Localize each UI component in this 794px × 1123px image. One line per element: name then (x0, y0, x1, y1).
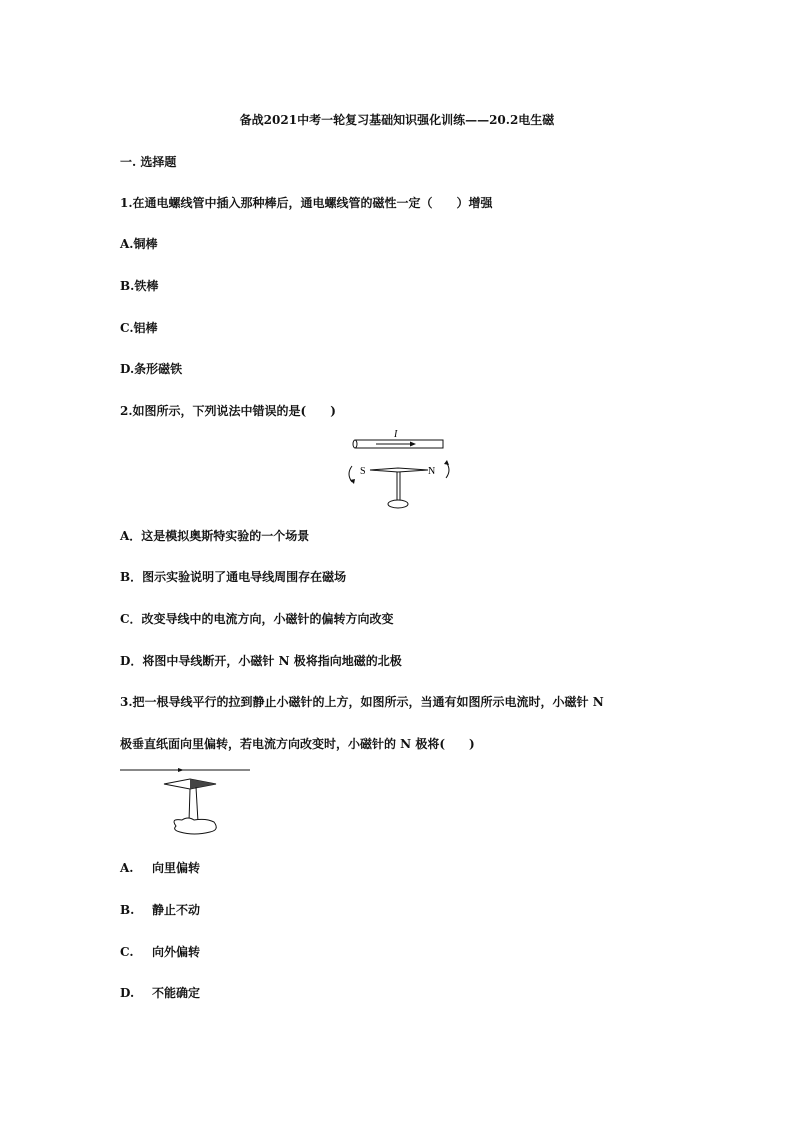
question-2-option-a: A．这是模拟奥斯特实验的一个场景 (120, 529, 310, 543)
question-2-option-c: C．改变导线中的电流方向，小磁针的偏转方向改变 (120, 612, 394, 626)
question-3-option-a (120, 860, 200, 876)
option-letter: C. (120, 945, 134, 959)
question-2-option-d: D．将图中导线断开，小磁针 N 极将指向地磁的北极 (120, 654, 402, 668)
section-heading: 一. 选择题 (120, 155, 177, 169)
option-text: 不能确定 (152, 986, 201, 1000)
option-letter: A. (120, 861, 134, 875)
stand-base (388, 500, 408, 508)
option-text: 向外偏转 (152, 945, 201, 959)
question-2-option-b: B．图示实验说明了通电导线周围存在磁场 (120, 570, 347, 584)
question-1-option-c: C.铝棒 (120, 321, 158, 335)
question-3-stem-line-2: 极垂直纸面向里偏转，若电流方向改变时，小磁针的 N 极将( ) (120, 737, 475, 751)
compass-needle (370, 468, 428, 472)
question-2-stem: 2.如图所示，下列说法中错误的是( ) (120, 404, 336, 418)
current-label: I (394, 429, 398, 440)
question-3-stem-line-1: 3.把一根导线平行的拉到静止小磁针的上方，如图所示，当通有如图所示电流时，小磁针 N (120, 695, 604, 709)
oersted-experiment-figure (340, 424, 460, 514)
current-arrow-icon (178, 768, 184, 772)
question-3-option-d (120, 985, 200, 1001)
question-1-option-d: D.条形磁铁 (120, 362, 183, 376)
question-1-stem: 1.在通电螺线管中插入那种棒后，通电螺线管的磁性一定（ ）增强 (120, 196, 493, 210)
option-text: 向里偏转 (152, 861, 201, 875)
rotation-arrow-left-icon (349, 466, 352, 482)
document-title: 备战2021中考一轮复习基础知识强化训练——20.2电生磁 (239, 113, 555, 127)
option-letter: D. (120, 986, 135, 1000)
stand-base (174, 818, 216, 834)
wire-over-needle-figure (118, 760, 258, 845)
south-pole-label: S (360, 466, 366, 477)
option-letter: B. (120, 903, 135, 917)
question-3-option-c (120, 944, 200, 960)
north-pole-label: N (428, 466, 436, 477)
option-text: 静止不动 (152, 903, 201, 917)
question-1-option-a: A.铜棒 (120, 237, 158, 251)
question-3-option-b (120, 902, 200, 918)
question-1-option-b: B.铁棒 (120, 279, 159, 293)
